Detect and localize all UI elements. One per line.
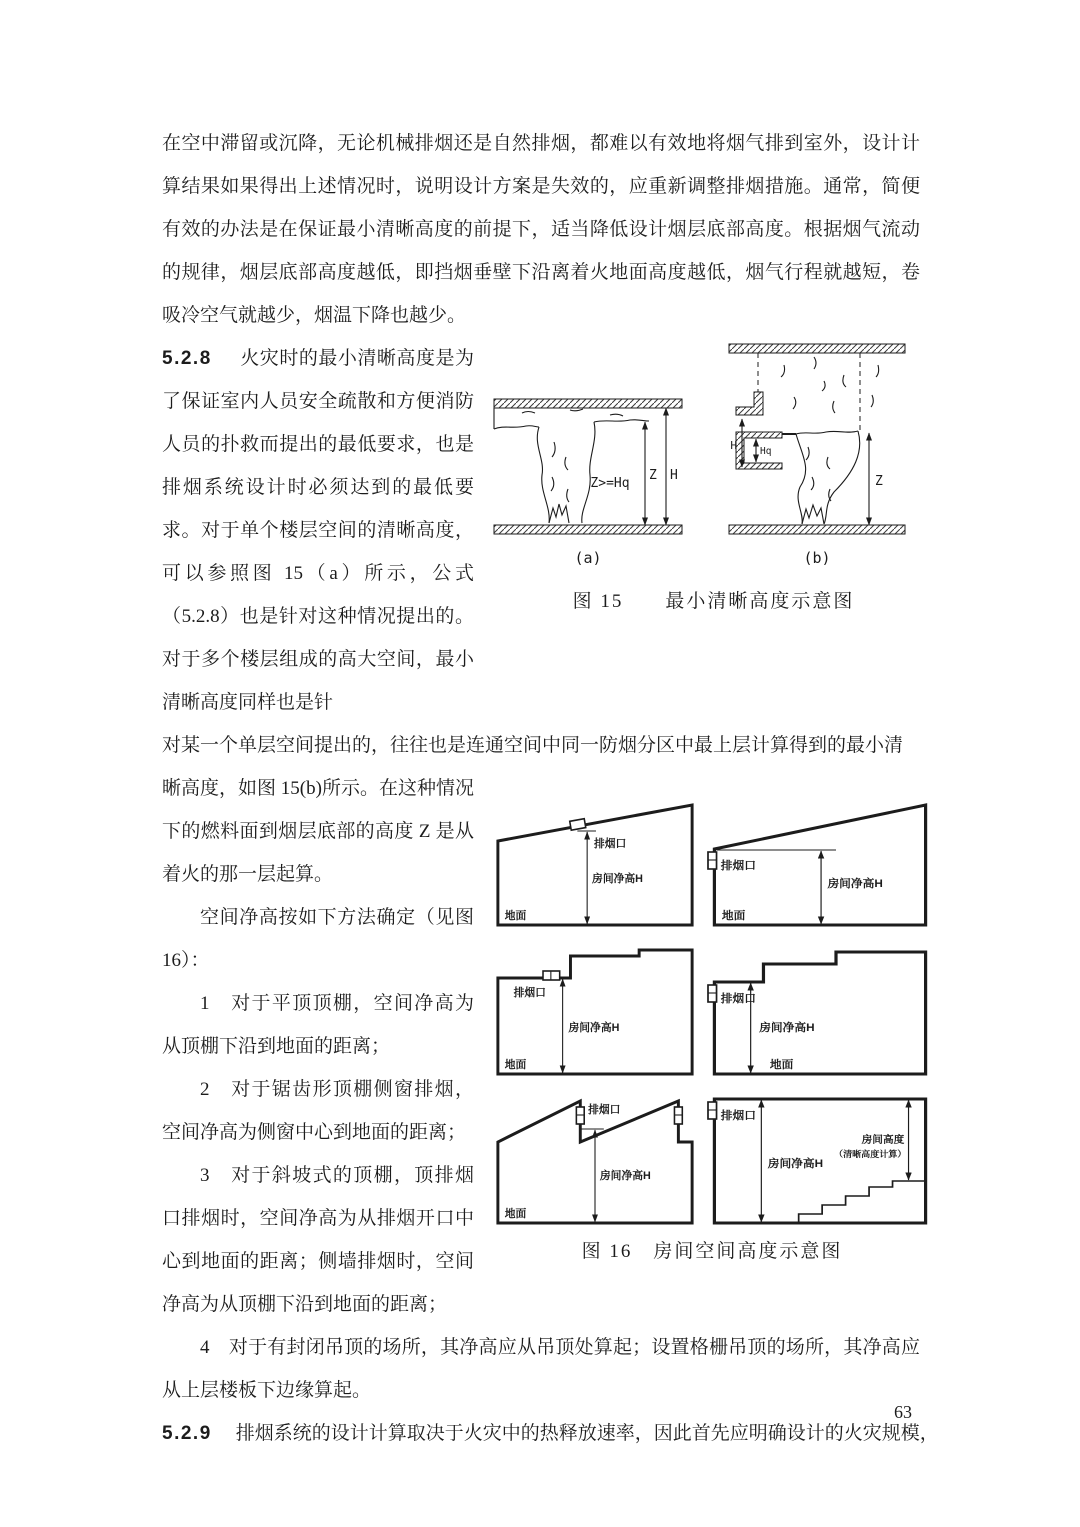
smoke-wisps bbox=[551, 442, 569, 502]
smoke-wisps bbox=[522, 409, 623, 416]
section-528-row bbox=[162, 337, 920, 724]
z-label: Z bbox=[875, 474, 883, 489]
ceiling-slab bbox=[494, 399, 682, 408]
smoke-pocket bbox=[736, 432, 782, 469]
floor-slab bbox=[729, 525, 905, 534]
figure-15 bbox=[492, 337, 935, 619]
flame bbox=[802, 505, 824, 524]
page-number: 63 bbox=[894, 1402, 912, 1422]
h-label: H bbox=[670, 468, 678, 483]
room-outline bbox=[714, 952, 925, 1074]
list-item-4: 4 对于有封闭吊顶的场所，其净高应从吊顶处算起；设置格栅吊顶的场所，其净高应从上层楼板下边缘算起。 bbox=[162, 1337, 920, 1401]
panel-b-label: (b) bbox=[803, 549, 831, 567]
ground-label: 地面 bbox=[504, 1207, 527, 1221]
list-item-3: 3 对于斜坡式的顶棚，顶排烟口排烟时，空间净高为从排烟开口中心到地面的距离；侧墙排烟时，空间净高为从顶棚下沿到地面的距离； bbox=[162, 1165, 474, 1315]
smoke-interface bbox=[796, 431, 858, 434]
fig16-panel-slope-roof-side-vent bbox=[708, 789, 932, 929]
z-label: Z bbox=[649, 468, 657, 483]
plume-left-edge bbox=[796, 434, 806, 524]
room-outline bbox=[498, 950, 692, 1074]
figure-15-drawing bbox=[492, 337, 935, 569]
smoke-vent-icon bbox=[570, 819, 586, 830]
stair-steps bbox=[799, 1181, 926, 1223]
room-height-note-label: （清晰高度计算） bbox=[834, 1149, 907, 1159]
section-528-text-column bbox=[162, 337, 474, 724]
fig16-panel-sawtooth-roof bbox=[492, 1087, 698, 1227]
clear-height-label: 房间净高H bbox=[759, 1022, 815, 1034]
paragraph-continuation-rest: 晰高度，如图 15(b)所示。在这种情况下的燃料面到烟层底部的高度 Z 是从着火的那一层起算。 bbox=[162, 778, 474, 885]
plume-right-edge bbox=[824, 431, 860, 524]
clear-height-label: 房间净高H bbox=[568, 1021, 620, 1035]
section-528-body: 火灾时的最小清晰高度是为了保证室内人员安全疏散和方便消防人员的扑救而提出的最低要求，也是排烟系统设计时必须达到的最低要求。对于单个楼层空间的清晰高度，可以参照图 15（a）所示，公式（5.2.8）也是针对这种情况提出的。对于多个楼层组成的高大空间，最小清晰高度同样也是针 bbox=[162, 348, 474, 713]
clear-height-label: 房间净高H bbox=[767, 1158, 824, 1170]
h-label: H bbox=[730, 439, 737, 452]
ground-label: 地面 bbox=[504, 909, 527, 923]
vent-label: 排烟口 bbox=[513, 986, 546, 1000]
vent-label: 排烟口 bbox=[720, 1110, 756, 1122]
figure-16-caption: 图 16 房间空间高度示意图 bbox=[581, 1241, 843, 1262]
fig15-panel-b bbox=[729, 344, 905, 567]
z-ge-hq-label: Z>=Hq bbox=[590, 476, 630, 491]
smoke-barrier-beam bbox=[736, 392, 763, 415]
paragraph-intro: 在空中滞留或沉降，无论机械排烟还是自然排烟，都难以有效地将烟气排到室外，设计计算结果如果得出上述情况时，说明设计方案是失效的，应重新调整排烟措施。通常，简便有效的办法是在保证最小清晰高度的前提下，适当降低设计烟层底部高度。根据烟气流动的规律，烟层底部高度越低，即挡烟垂壁下沿离着火地面高度越低，烟气行程就越短，卷吸冷空气就越少，烟温下降也越少。 bbox=[162, 133, 920, 326]
floor-slab bbox=[494, 525, 682, 534]
ceiling-slab bbox=[729, 344, 905, 353]
list-item-2: 2 对于锯齿形顶棚侧窗排烟，空间净高为侧窗中心到地面的距离； bbox=[162, 1079, 474, 1143]
section-529-body: 排烟系统的设计计算取决于火灾中的热释放速率，因此首先应明确设计的火灾规模， bbox=[235, 1423, 939, 1444]
smoke-interface bbox=[494, 426, 539, 429]
fig16-panel-slope-roof-vent bbox=[492, 789, 698, 929]
figure-16 bbox=[492, 767, 932, 1269]
section-529-paragraph bbox=[162, 1412, 939, 1455]
section-529-number: 5.2.9 bbox=[162, 1423, 212, 1444]
fig16-panel-step-roof-side-vent bbox=[708, 938, 932, 1078]
vent-label: 排烟口 bbox=[720, 993, 756, 1005]
plume-right-edge bbox=[582, 422, 595, 523]
section-528-paragraph bbox=[162, 337, 474, 724]
smoke-interface bbox=[594, 420, 649, 422]
ground-label: 地面 bbox=[769, 1059, 794, 1071]
smoke-wisps bbox=[781, 357, 879, 501]
clear-height-label: 房间净高H bbox=[592, 872, 643, 886]
figure-15-caption: 图 15 最小清晰高度示意图 bbox=[572, 591, 855, 612]
figure-16-row bbox=[162, 767, 920, 1326]
list-item-1: 1 对于平顶顶棚，空间净高为从顶棚下沿到地面的距离； bbox=[162, 993, 474, 1057]
figure-16-grid bbox=[492, 789, 932, 1227]
room-height-label: 房间高度 bbox=[861, 1135, 905, 1146]
flame bbox=[549, 504, 569, 523]
ground-label: 地面 bbox=[504, 1058, 527, 1072]
clear-height-label: 房间净高H bbox=[599, 1169, 651, 1183]
section-528-number: 5.2.8 bbox=[162, 348, 212, 369]
hq-label: Hq bbox=[760, 446, 772, 457]
clear-height-label: 房间净高H bbox=[827, 878, 883, 890]
plume-left-edge bbox=[537, 427, 549, 523]
vent-label: 排烟口 bbox=[594, 837, 627, 851]
fig16-panel-flat-roof-stair bbox=[708, 1087, 932, 1227]
figure-16-text-column bbox=[162, 767, 474, 1326]
room-outline bbox=[498, 805, 692, 925]
vent-label: 排烟口 bbox=[588, 1103, 621, 1117]
paragraph-continuation-full: 对某一个单层空间提出的，往往也是连通空间中同一防烟分区中最上层计算得到的最小清 bbox=[162, 735, 904, 756]
vent-label: 排烟口 bbox=[720, 860, 756, 872]
fig15-panel-a bbox=[494, 399, 682, 567]
ground-label: 地面 bbox=[721, 910, 746, 922]
paragraph-clear-height-intro: 空间净高按如下方法确定（见图16）： bbox=[162, 907, 474, 971]
panel-a-label: (a) bbox=[574, 549, 602, 567]
fig16-panel-step-roof-vent bbox=[492, 938, 698, 1078]
